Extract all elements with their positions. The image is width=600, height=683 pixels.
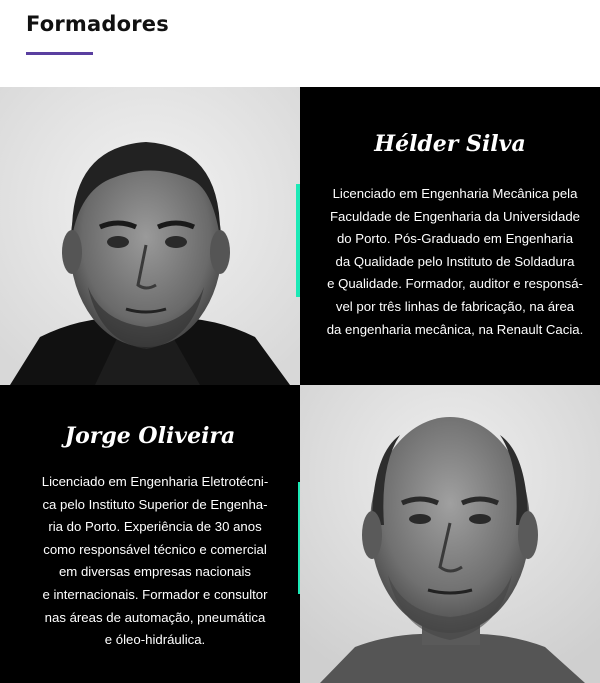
trainer-bio: Licenciado em Engenharia Eletrotécni- ca pelo Instituto Superior de Engenha- ria do Porto. Experiência de 30 anos como responsável técnico e comercial em diversas empresas nacionais e internacionais. Formador e consultor nas áreas de automação, pneumática e óleo-hidráulica. xyxy=(41,474,269,648)
trainer-name: Hélder Silva xyxy=(374,131,526,157)
accent-line xyxy=(296,184,300,297)
trainer-photo-helder xyxy=(0,87,300,385)
trainer-bio: Licenciado em Engenharia Mecânica pela Faculdade de Engenharia da Universidade do Porto. Pós-Graduado em Engenharia da Qualidade pelo Instituto de Soldadura e Qualidade. Formador, auditor e responsá- vel por três linhas de fabricação, na área da engenharia mecânica, na Renault Cacia. xyxy=(326,186,584,337)
section-title: Formadores xyxy=(26,12,169,36)
trainer-panel-helder xyxy=(300,87,600,385)
trainer-panel-jorge xyxy=(0,385,300,683)
trainer-name: Jorge Oliveira xyxy=(64,423,236,449)
title-underline xyxy=(26,52,93,55)
trainer-photo-jorge xyxy=(300,385,600,683)
